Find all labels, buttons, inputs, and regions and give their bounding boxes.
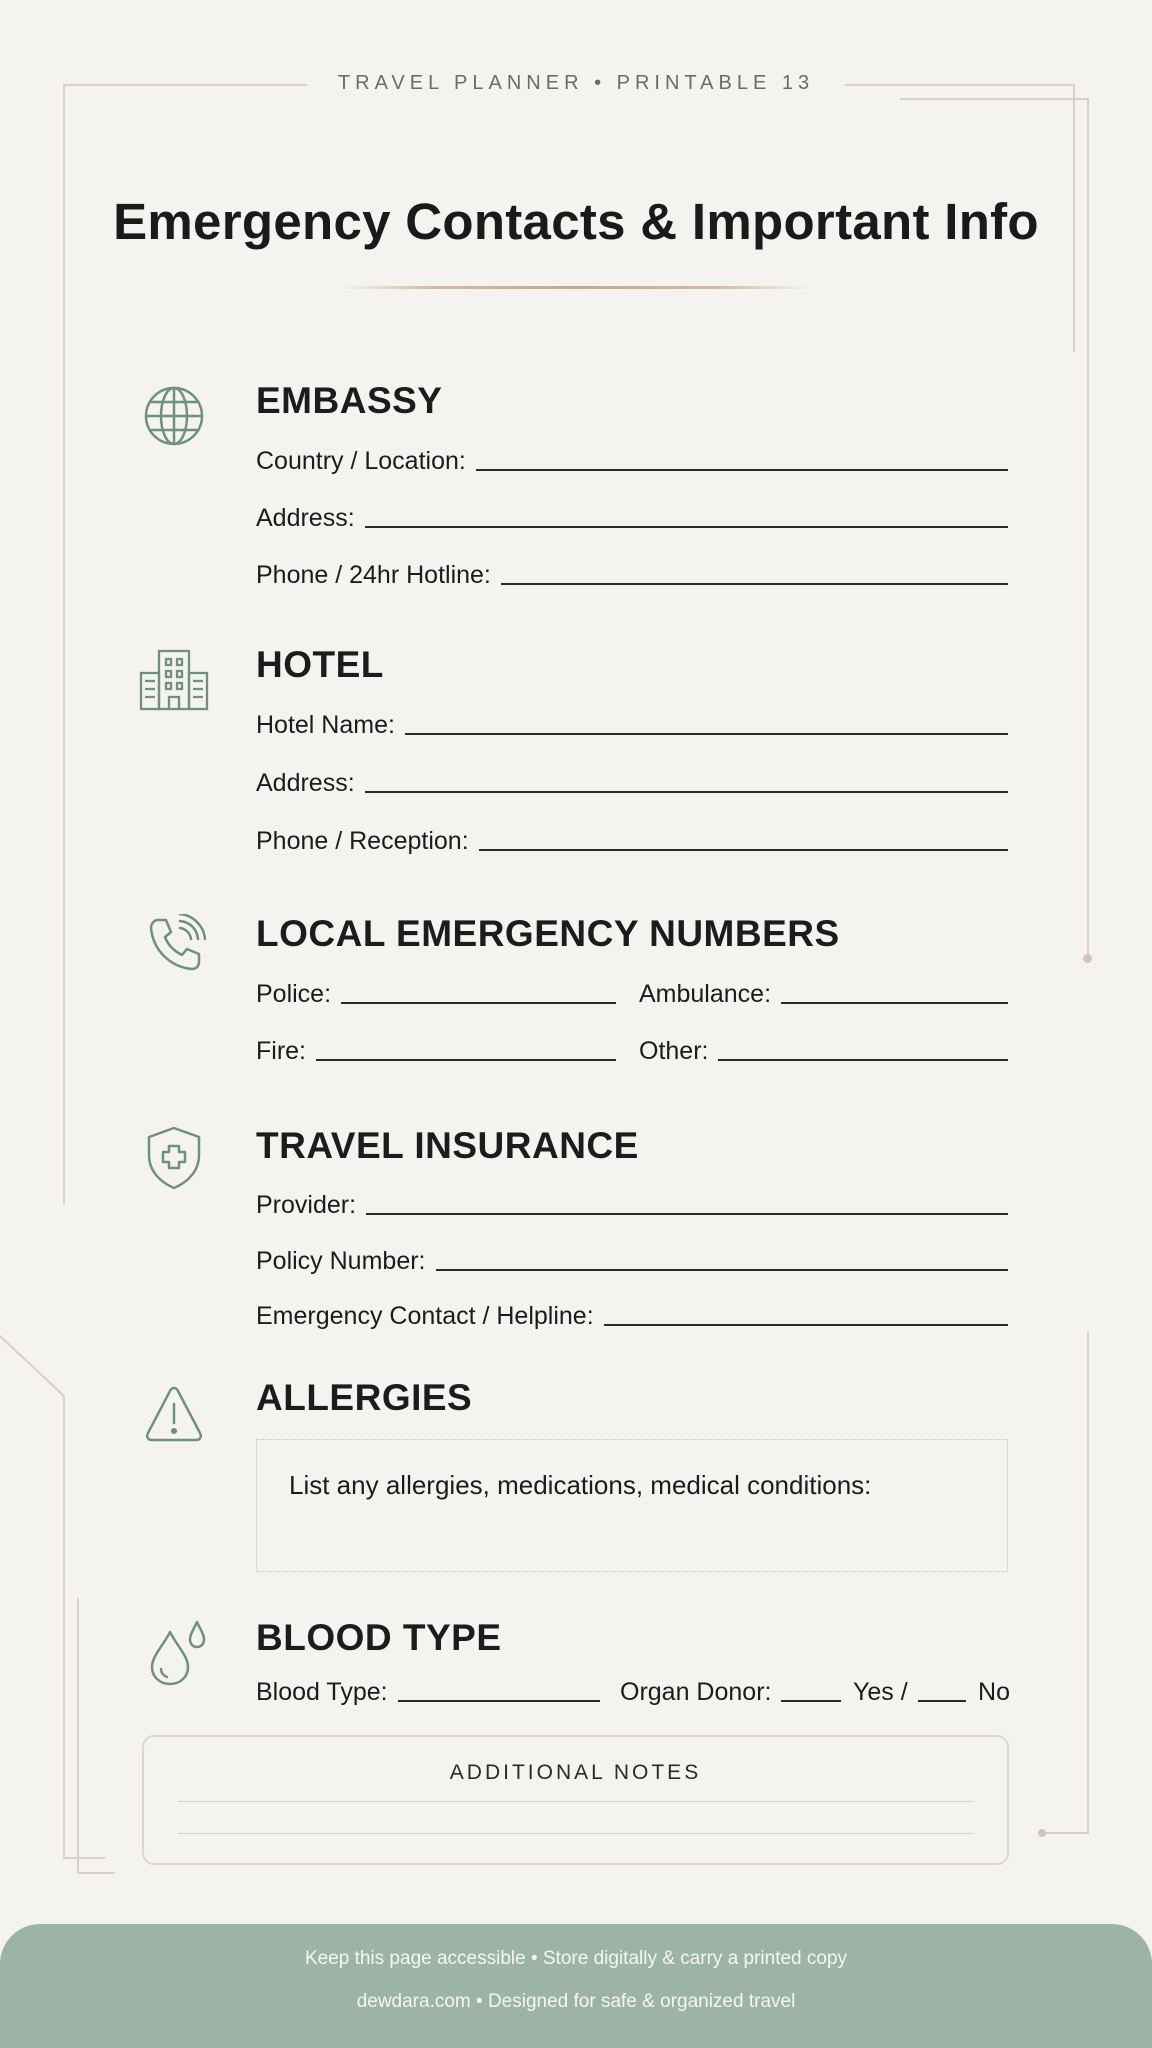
frame-right-lower (1087, 1332, 1089, 1834)
other-field[interactable] (639, 1032, 1008, 1066)
insurance-title: TRAVEL INSURANCE (256, 1125, 639, 1166)
blood-type-field[interactable] (256, 1673, 600, 1707)
embassy-phone-field[interactable] (256, 556, 1008, 590)
write-line (365, 791, 1008, 793)
hotel-title: HOTEL (256, 644, 384, 685)
frame-bottom-left (63, 1857, 105, 1859)
hotel-phone-field[interactable] (256, 822, 1008, 856)
emergency-title: LOCAL EMERGENCY NUMBERS (256, 913, 840, 954)
ambulance-field[interactable] (639, 975, 1008, 1009)
write-line (365, 526, 1008, 528)
police-field[interactable] (256, 975, 616, 1009)
insurance-policy-field[interactable] (256, 1242, 1008, 1276)
field-label: Address: (256, 504, 355, 532)
embassy-address-field[interactable] (256, 499, 1008, 533)
field-label: Organ Donor: (620, 1678, 772, 1706)
phone-icon (146, 914, 206, 974)
globe-icon (142, 384, 206, 448)
organ-donor-field[interactable] (620, 1673, 1010, 1707)
frame-dot-right (1083, 954, 1092, 963)
field-label: Fire: (256, 1037, 306, 1065)
additional-notes-box[interactable] (142, 1735, 1009, 1865)
frame-left-lower (63, 1396, 65, 1858)
organ-donor-no-label: No (978, 1678, 1010, 1706)
blood-title: BLOOD TYPE (256, 1617, 502, 1658)
page-title: Emergency Contacts & Important Info (113, 193, 1039, 250)
frame-left-lower-inner (77, 1598, 79, 1872)
allergies-title: ALLERGIES (256, 1377, 473, 1418)
field-label: Phone / Reception: (256, 827, 469, 855)
organ-donor-yes-line[interactable] (781, 1700, 841, 1702)
insurance-helpline-field[interactable] (256, 1297, 1008, 1331)
insurance-provider-field[interactable] (256, 1186, 1008, 1220)
footer-credit: dewdara.com • Designed for safe & organized travel (356, 1991, 796, 2012)
frame-dot-bottom (1038, 1829, 1046, 1837)
embassy-country-field[interactable] (256, 442, 1008, 476)
write-line (436, 1269, 1009, 1271)
footer-band (0, 1924, 1152, 2048)
frame-bottom-right (1042, 1832, 1089, 1834)
hotel-address-field[interactable] (256, 764, 1008, 798)
write-line (405, 733, 1008, 735)
hotel-name-field[interactable] (256, 706, 1008, 740)
frame-left-diagonal (0, 1330, 70, 1410)
embassy-title: EMBASSY (256, 380, 443, 421)
title-divider (340, 286, 810, 289)
fire-field[interactable] (256, 1032, 616, 1066)
field-label: Provider: (256, 1191, 357, 1219)
organ-donor-no-line[interactable] (918, 1700, 966, 1702)
field-label: Phone / 24hr Hotline: (256, 561, 491, 589)
eyebrow-label: TRAVEL PLANNER • PRINTABLE 13 (337, 72, 815, 94)
write-line (479, 849, 1008, 851)
write-line (398, 1700, 600, 1702)
frame-left-upper (63, 84, 65, 1204)
field-label: Blood Type: (256, 1678, 388, 1706)
field-label: Ambulance: (639, 980, 772, 1008)
allergies-prompt: List any allergies, medications, medical conditions: (289, 1470, 872, 1500)
allergies-textbox[interactable] (256, 1439, 1008, 1572)
write-line (341, 1002, 616, 1004)
warning-icon (145, 1385, 203, 1443)
write-line (501, 583, 1008, 585)
notes-line (178, 1833, 973, 1834)
write-line (366, 1213, 1008, 1215)
field-label: Country / Location: (256, 447, 466, 475)
shield-cross-icon (145, 1125, 203, 1191)
write-line (316, 1059, 616, 1061)
field-label: Policy Number: (256, 1247, 426, 1275)
write-line (604, 1324, 1008, 1326)
field-label: Hotel Name: (256, 711, 395, 739)
notes-line (178, 1801, 973, 1802)
field-label: Address: (256, 769, 355, 797)
footer-tagline: Keep this page accessible • Store digitally & carry a printed copy (304, 1948, 848, 1969)
building-icon (137, 647, 211, 711)
frame-bottom-left-inner (77, 1872, 115, 1874)
organ-donor-yes-label: Yes / (852, 1678, 908, 1706)
write-line (476, 469, 1008, 471)
frame-top-right-inner (900, 98, 1088, 100)
blood-drop-icon (148, 1620, 210, 1686)
write-line (781, 1002, 1008, 1004)
notes-title: ADDITIONAL NOTES (449, 1761, 702, 1784)
field-label: Emergency Contact / Helpline: (256, 1302, 594, 1330)
field-label: Other: (639, 1037, 709, 1065)
field-label: Police: (256, 980, 332, 1008)
write-line (718, 1059, 1008, 1061)
